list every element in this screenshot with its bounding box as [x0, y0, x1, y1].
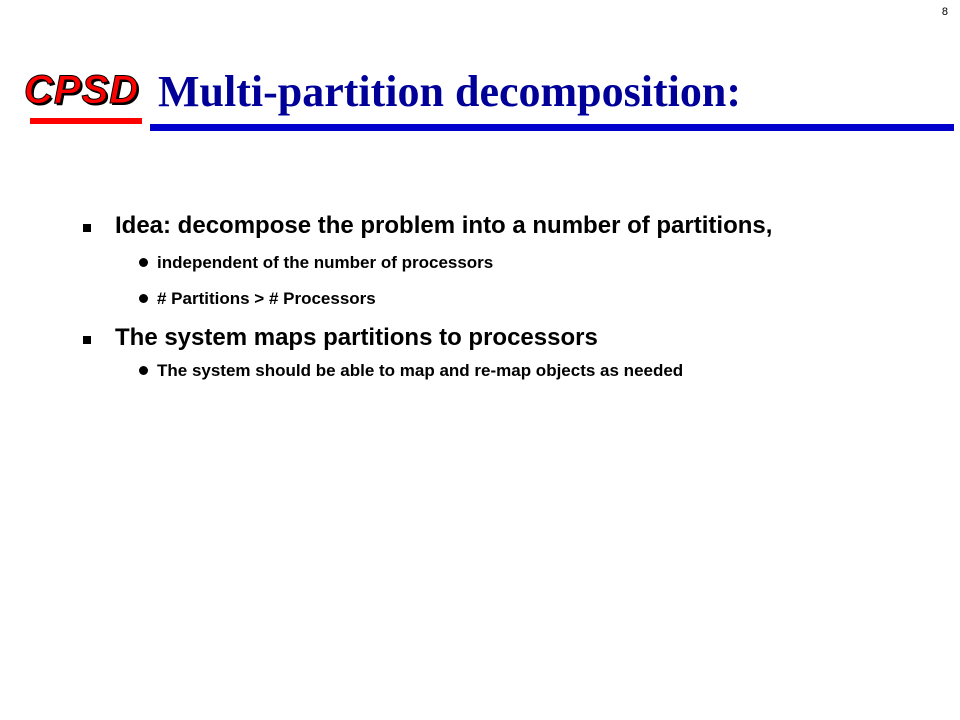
bullet-level2	[80, 288, 880, 310]
round-bullet-icon	[139, 258, 148, 267]
bullet-text: The system maps partitions to processors	[115, 324, 598, 351]
round-bullet-icon	[139, 294, 148, 303]
sub-bullet-text: The system should be able to map and re-map objects as needed	[157, 361, 684, 380]
page-number: 8	[941, 6, 948, 18]
bullet-text: Idea: decompose the problem into a number of partitions,	[115, 212, 773, 239]
round-bullet-icon	[139, 366, 148, 375]
square-bullet-icon	[83, 336, 91, 344]
bullet-item	[80, 324, 880, 382]
slide-body	[80, 212, 880, 396]
cpsd-logo: CPSD	[24, 68, 140, 112]
bullet-level1	[80, 324, 880, 352]
sub-bullet-list	[80, 360, 880, 382]
square-bullet-icon	[83, 224, 91, 232]
bullet-level2	[80, 252, 880, 274]
slide-title: Multi-partition decomposition:	[158, 67, 741, 116]
bullet-item	[80, 212, 880, 310]
sub-bullet-text: # Partitions > # Processors	[157, 289, 376, 308]
bullet-level1	[80, 212, 880, 240]
title-rule	[150, 124, 954, 131]
bullet-level2	[80, 360, 880, 382]
sub-bullet-list	[80, 252, 880, 310]
logo-underline	[30, 118, 142, 124]
sub-bullet-text: independent of the number of processors	[157, 253, 494, 272]
